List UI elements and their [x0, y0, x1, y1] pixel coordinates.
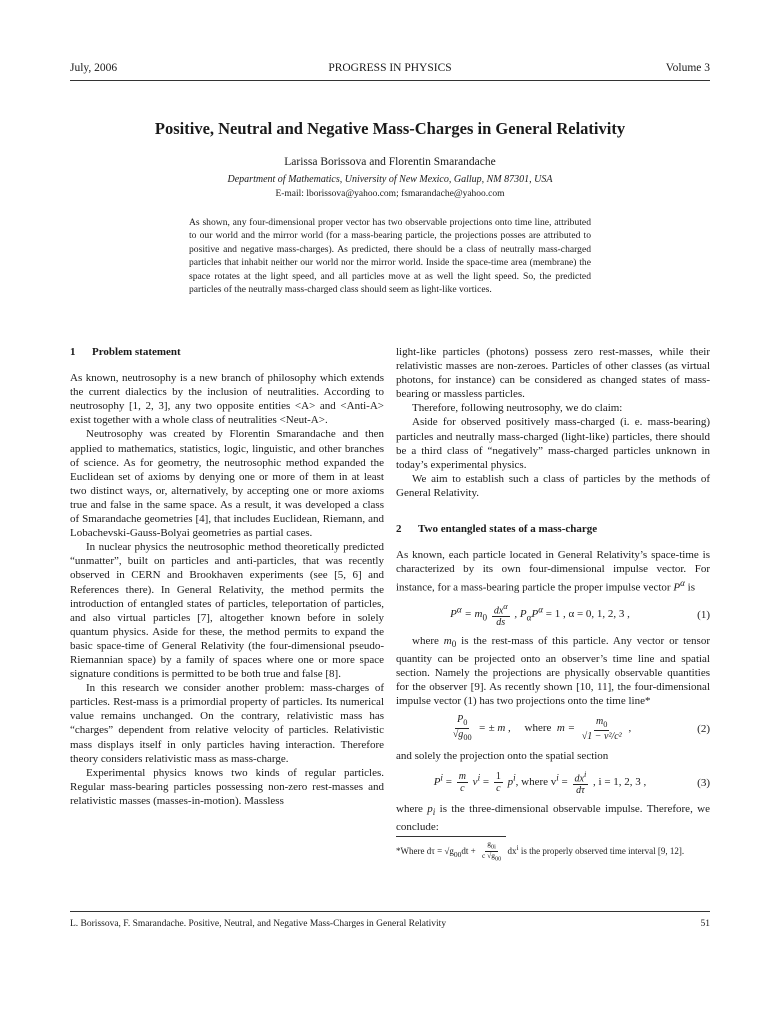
section-1-title: Problem statement: [92, 346, 181, 358]
s1-paragraph: As known, neutrosophy is a new branch of philosophy which extends the current dialectics by the inclusion of neutralities. According to neutrosophy [1, 2, 3], any two opposite entities <A> and <Anti-A> exist together with a whole class of neutralities <Neut-A>.: [70, 372, 384, 427]
paper-affiliation: Department of Mathematics, University of New Mexico, Gallup, NM 87301, USA: [227, 174, 553, 185]
equation-2-tag: (2): [697, 722, 710, 735]
s2-paragraph: and solely the projection onto the spatial section: [396, 750, 609, 763]
footnote-rule: [396, 836, 506, 837]
rc-paragraph: light-like particles (photons) possess zero rest-masses, while their relativistic masses are non-zeroes. Particles of other classes (as virtual photons, for instance) can be considered as changed states of mass-bearing or massless particles.: [396, 346, 710, 401]
s1-paragraph: In nuclear physics the neutrosophic method theoretically predicted “unmatter”, built on particles and anti-particles, that was recently observed in CERN and Brookhaven experiments (see [5, 6] and References there). In General Relativity, the method permits the introduction of entangled states of particles, teleportation of particles, and also virtual particles [7], altogether known before in solely quantum physics. Aside for these, the method permits to expand the basic space-time of General Relativity (the four-dimensional pseudo-Riemannian space) by a family of spaces where one or more space signature conditions is permitted to be both true and false [8].: [70, 541, 384, 681]
s2-paragraph: where $p_i$ is the three-dimensional observable impulse. Therefore, we conclude:: [396, 803, 711, 833]
abstract: As shown, any four-dimensional proper vector has two observable projections onto time line, attributed to our world and the mirror world (for a mass-bearing particle, the projections posses are attributed to positive and negative mass-charges). As predicted, there should be a class of neutrally mass-charged particles that inhabit neither our world nor the mirror world. Inside the space-time area (membrane) the space rotates at the light speed, and all particles move at as well the light speed. So, the predicted particles of the neutrally mass-charged class should seem as light-like vortices.: [189, 217, 591, 296]
equation-3: $P^i$ = $\frac{m}{c}$ $v^i$ = $\frac{1}{c}$ $p^i$, where $v^i$ = $\frac{dx^i}{d\tau}$ , i = 1, 2, 3 , (3): [433, 770, 710, 797]
equation-1-tag: (1): [697, 608, 710, 621]
page-number: 51: [700, 919, 710, 929]
s1-paragraph: Neutrosophy was created by Florentin Smarandache and then applied to mathematics, statistics, logic, linguistic, and other branches of science. As for geometry, the neutrosophic method expanded the Euclidean set of axioms by denying one or more of them in at least two distinct ways, or, alternatively, by accepting one or more axioms true and false in the same space. As a result, it was developed a class of Smarandache geometries [4], that includes Euclidean, Riemann, and Lobachevski-Gauss-Bolyai geometries as partial cases.: [70, 428, 384, 540]
page-footer: [70, 919, 710, 929]
running-header: [70, 62, 710, 78]
footer-citation: L. Borissova, F. Smarandache. Positive, Neutral, and Negative Mass-Charges in General Relativity: [70, 919, 447, 929]
paper-title: Positive, Neutral and Negative Mass-Charges in General Relativity: [154, 119, 626, 138]
footer-rule: [70, 911, 710, 912]
left-column: [70, 345, 384, 808]
s1-paragraph: In this research we consider another problem: mass-charges of particles. Rest-mass is a primordial property of particles. Its numerical value remains unchanged. On the contrary, relativistic mass has “charges” dependent from relative velocity of particles. Relativistic mass displays itself in only particles having interaction. Therefore theory considers relativistic mass as mass-charge.: [70, 682, 384, 765]
section-2-heading: [396, 522, 710, 536]
paper-email: E-mail: lborissova@yahoo.com; fsmarandache@yahoo.com: [275, 189, 505, 199]
header-journal: PROGRESS IN PHYSICS: [328, 62, 452, 74]
section-1-number: 1: [70, 346, 76, 358]
rc-paragraph: We aim to establish such a class of particles by the methods of General Relativity.: [396, 472, 710, 499]
section-2-title: Two entangled states of a mass-charge: [418, 523, 598, 536]
header-date: July, 2006: [70, 62, 118, 74]
equation-2: $\frac{P_0}{√g_{00}}$ = ± m , where m = $\frac{m_0}{\text{√1 − v²/c²}}$ , (2): [452, 714, 710, 743]
equation-1: $P^\alpha = m_0$ $\frac{dx^\alpha}{ds}$ , $P_\alpha P^\alpha = 1$ , α = 0, 1, 2, 3 , (1): [450, 602, 710, 629]
header-rule: [70, 80, 710, 81]
rc-paragraph: Therefore, following neutrosophy, we do claim:: [412, 402, 623, 415]
s2-paragraph: As known, each particle located in General Relativity’s space-time is characterized by its own four-dimensional impulse vector. For instance, for a mass-bearing particle the proper impulse vector $P^\alpha$ is: [396, 549, 710, 594]
footnote: *Where $d\tau = √g_{00}dt$ + $\frac{g_{0i}}{c √g_{00}}$ $dx^i$ is the properly observed time interval [9, 12].: [396, 838, 685, 863]
section-1-heading: [70, 345, 384, 359]
equation-3-tag: (3): [697, 776, 710, 789]
header-volume: Volume 3: [665, 62, 710, 74]
section-2-number: 2: [396, 523, 402, 536]
s2-paragraph: where $m_0$ is the rest-mass of this particle. Any vector or tensor quantity can be projected onto an observer’s time line and spatial section. Namely the projections are physically observable quantities for the observer [9]. As recently shown [10, 11], the four-dimensional impulse vector (1) has two projections onto the time line*: [396, 635, 710, 707]
paper-authors: Larissa Borissova and Florentin Smarandache: [284, 156, 496, 168]
rc-paragraph: Aside for observed positively mass-charged (i. e. mass-bearing) particles and neutrally mass-charged (light-like) particles, there should be a third class of “negatively” mass-charged particles unknown in today’s experimental physics.: [396, 416, 710, 471]
s1-paragraph: Experimental physics knows two kinds of regular particles. Regular mass-bearing particles possessing non-zero rest-masses and relativistic masses (masses-in-motion). Massless: [70, 766, 384, 807]
right-column: [396, 345, 710, 864]
